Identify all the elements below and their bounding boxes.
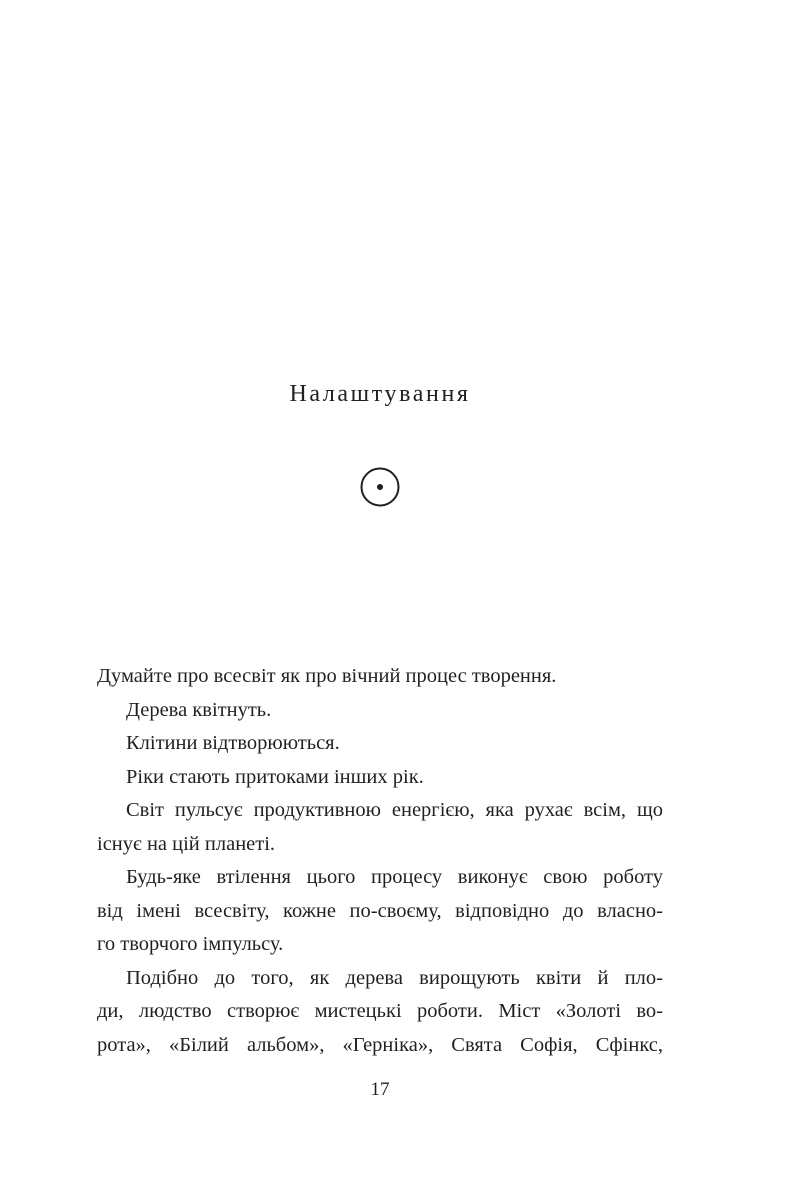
text-line: Подібно до того, як дерева вирощують квіти й пло- — [126, 966, 663, 989]
body-text — [97, 660, 663, 1062]
text-line: існує на цій планеті. — [97, 832, 276, 855]
text-line: ди, людство створює мистецькі роботи. Міст «Золоті во- — [97, 1000, 663, 1022]
chapter-title: Налаштування — [289, 381, 471, 407]
text-line: від імені всесвіту, кожне по-своєму, відповідно до власно- — [97, 899, 663, 922]
paragraph-3 — [97, 727, 663, 761]
text-line: Ріки стають притоками інших рік. — [126, 765, 424, 788]
paragraph-7 — [97, 962, 663, 1063]
text-line: Клітини відтворюються. — [126, 732, 340, 754]
paragraph-5 — [97, 794, 663, 861]
paragraph-6 — [97, 861, 663, 962]
paragraph-1 — [97, 660, 663, 694]
text-line: Будь-яке втілення цього процесу виконує свою роботу — [126, 866, 663, 888]
text-line: Світ пульсує продуктивною енергією, яка рухає всім, що — [126, 799, 663, 821]
page-number: 17 — [370, 1079, 390, 1100]
text-line: го творчого імпульсу. — [97, 933, 284, 955]
text-line: Дерева квітнуть. — [126, 698, 272, 721]
paragraph-2 — [97, 694, 663, 728]
paragraph-4 — [97, 761, 663, 795]
text-line: рота», «Білий альбом», «Герніка», Свята Софія, Сфінкс, — [97, 1033, 663, 1056]
text-line: Думайте про всесвіт як про вічний процес творення. — [97, 665, 557, 687]
circled-dot-icon — [360, 467, 400, 507]
